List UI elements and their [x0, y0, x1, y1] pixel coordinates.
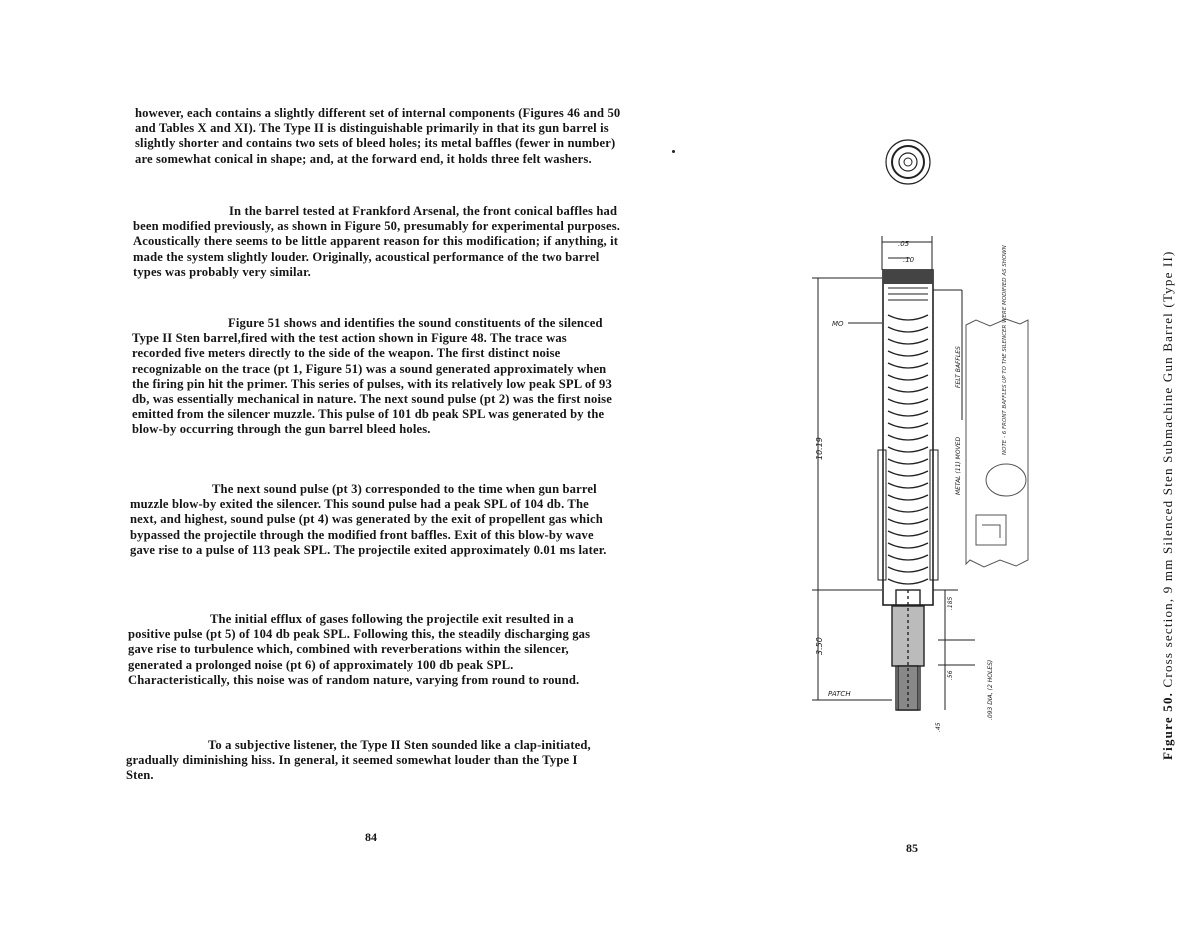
paragraph-3: Figure 51 shows and identifies the sound constituents of the silenced Type II Sten barrel,fired with the test action shown in Figure 48. The trace was recorded five meters directly to the side of the weapon. The first distinct noise recognizable on the trace (pt 1, Figure 51) was a sound generated approximately when the firing pin hit the primer. This series of pulses, with its relatively low peak SPL of 93 db, was essentially mechanical in nature. The next sound pulse (pt 2) was the first noise emitted from the silencer muzzle. This pulse of 101 db peak SPL was generated by the blow-by occurring through the gun barrel bleed holes.	[132, 316, 612, 437]
paragraph-1: however, each contains a slightly different set of internal components (Figures 46 and 50 and Tables X and XI). The Type II is distinguishable primarily in that its gun barrel is slightly shorter and contains two sets of bleed holes; its metal baffles (fewer in number) are somewhat conical in shape; and, at the forward end, it holds three felt washers.	[135, 106, 621, 166]
dim-top: .05	[898, 240, 910, 248]
paragraph-4: The next sound pulse (pt 3) corresponded to the time when gun barrel muzzle blow-by exited the silencer. This sound pulse had a peak SPL of 104 db. The next, and highest, sound pulse (pt 4) was generated by the exit of propellent gas which bypassed the projectile through the modified front baffles. Exit of this blow-by wave gave rise to a pulse of 113 peak SPL. The projectile exited approximately 0.01 ms later.	[130, 482, 607, 557]
label-left: MO	[832, 320, 844, 328]
paragraph-2: In the barrel tested at Frankford Arsenal, the front conical baffles had been modified previously, as shown in Figure 50, presumably for experimental purposes. Acoustically there seems to be little apparent reason for this modification; if anything, it made the system slightly louder. Originally, acoustical performance of the two barrel types was probably very similar.	[133, 204, 621, 279]
figure-caption-label: Figure 50.	[1160, 691, 1175, 760]
dim-top-inner: .10	[903, 256, 915, 264]
label-small-b: .56	[947, 670, 954, 680]
label-note: NOTE - 6 FRONT BAFFLES UP TO THE SILENCER WERE MODIFIED AS SHOWN	[1002, 245, 1008, 455]
note-inset	[966, 319, 1028, 567]
figure-caption-text: Cross section, 9 mm Silenced Sten Submachine Gun Barrel (Type II)	[1160, 250, 1175, 688]
label-bottom-left: PATCH	[828, 690, 851, 698]
page-number-left: 84	[365, 830, 377, 844]
gun-barrel	[892, 590, 924, 710]
dim-lower: 3.50	[815, 637, 824, 655]
label-small-a: .45	[935, 722, 942, 732]
barrel-cross-section-drawing	[770, 120, 1070, 760]
muzzle-end-view	[886, 140, 930, 184]
dim-length: 10.19	[815, 437, 824, 460]
label-small-c: .185	[947, 596, 954, 610]
label-felt-baffles: FELT BAFFLES	[955, 346, 962, 388]
conical-baffles	[888, 315, 928, 584]
paragraph-5: The initial efflux of gases following the projectile exit resulted in a positive pulse (pt 5) of 104 db peak SPL. Following this, the steadily discharging gas gave rise to turbulence which, combined with reverberations within the silencer, generated a prolonged noise (pt 6) of approximately 100 db peak SPL. Characteristically, this noise was of random nature, varying from round to round.	[128, 612, 591, 687]
page-number-right: 85	[906, 841, 918, 855]
label-bore: .093 DIA, (2 HOLES)	[987, 659, 994, 720]
label-metal-moved: METAL (11) MOVED	[955, 436, 962, 495]
paragraph-6: To a subjective listener, the Type II Sten sounded like a clap-initiated, gradually diminishing hiss. In general, it seemed somewhat louder than the Type I Sten.	[126, 738, 591, 783]
figure-caption	[1160, 250, 1176, 760]
